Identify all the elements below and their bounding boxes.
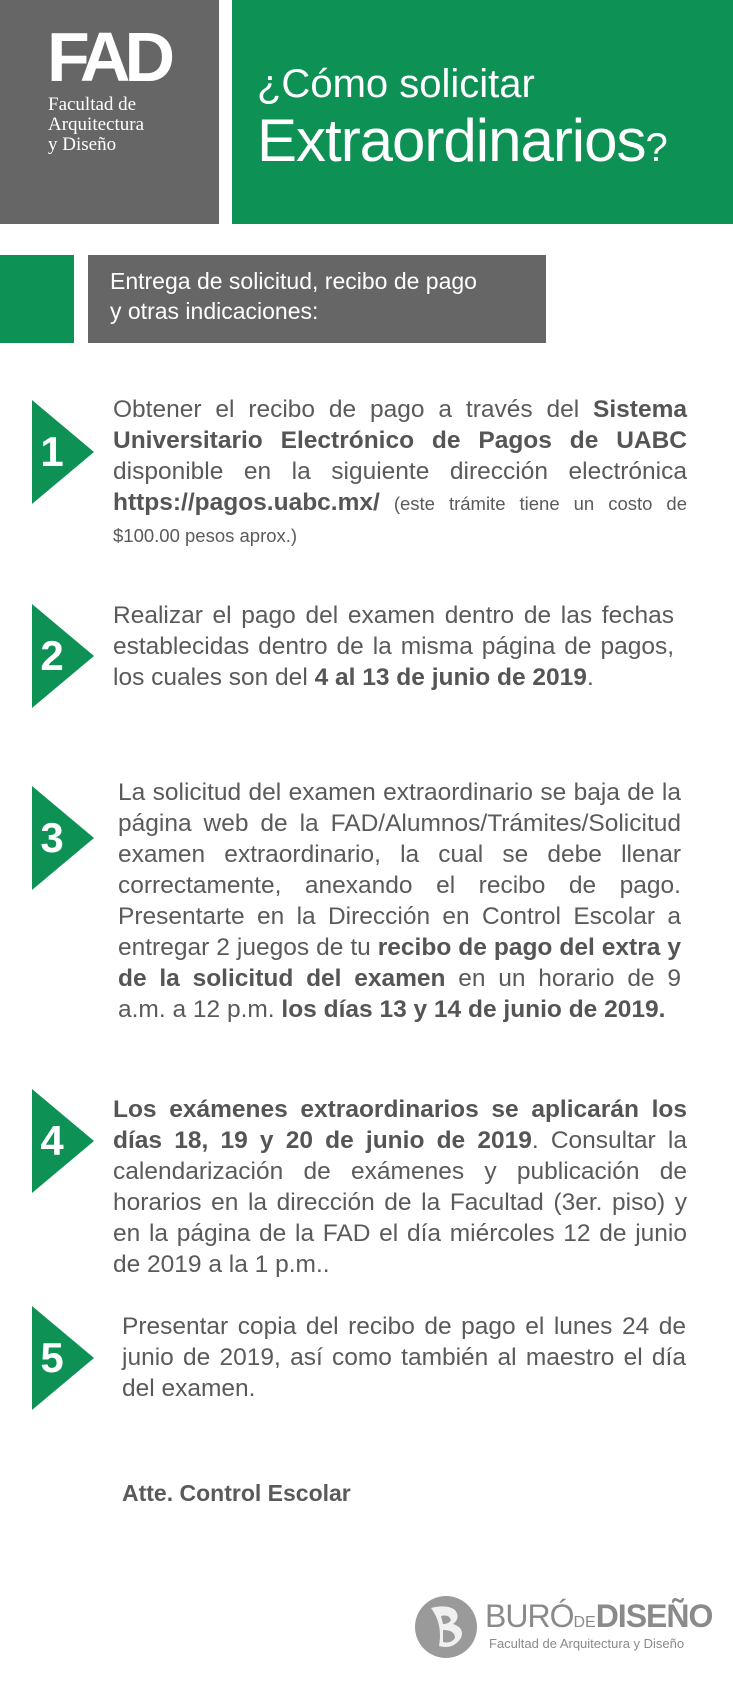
buro-diseno-word: DISEÑO (595, 1598, 713, 1634)
page-title-line2 (257, 106, 667, 175)
step-number: 4 (40, 1117, 64, 1164)
step-number: 1 (40, 428, 64, 475)
buro-title (485, 1598, 712, 1635)
step-text-part: La solicitud del examen extraordinario se baja de la página web de la FAD/Alumnos/Trámites/Solicitud examen extraordinario, la cual se debe llenar correctamente, anexando el recibo de pago. Presentarte en la Dirección en Control Escolar a entregar 2 juegos de tu (118, 779, 681, 961)
subheader-line: Entrega de solicitud, recibo de pago (110, 268, 477, 294)
page-title-main: Extraordinarios (257, 107, 646, 174)
buro-subtitle: Facultad de Arquitectura y Diseño (489, 1636, 685, 1651)
signature: Atte. Control Escolar (122, 1480, 351, 1506)
step-text (118, 777, 681, 1025)
payment-url: https://pagos.uabc.mx/ (113, 489, 380, 516)
step-text-part: Realizar el pago del examen dentro de las fechas establecidas dentro de la misma página de pagos, los cuales son del (113, 602, 674, 691)
logo-sub-line: Facultad de (48, 94, 137, 115)
buro-word: BURÓ (485, 1598, 574, 1634)
logo-sub-line: y Diseño (48, 134, 117, 155)
subheader-line: y otras indicaciones: (110, 298, 319, 324)
step-text (113, 394, 687, 551)
step-text-bold: los días 13 y 14 de junio de 2019. (281, 996, 666, 1023)
step-text-part: disponible en la siguiente dirección electrónica (113, 458, 687, 485)
step-number: 2 (40, 632, 64, 679)
step-text (113, 600, 674, 693)
subheader (88, 255, 546, 343)
buro-de-word: DE (573, 1614, 596, 1631)
step-text-part: . Consultar la calendarización de exámenes y publicación de horarios en la dirección de la Facultad (3er. piso) y en la página de la FAD el día miércoles 12 de junio de 2019 a la 1 p.m.. (113, 1127, 687, 1278)
step-text-part: Presentar copia del recibo de pago el lunes 24 de junio de 2019, así como también al maestro el día del examen. (122, 1313, 686, 1402)
page-title-line1: ¿Cómo solicitar (257, 62, 535, 106)
page-title-question-mark: ? (645, 126, 667, 170)
subheader-accent-block (0, 255, 74, 343)
step-text-bold: Sistema Universitario Electrónico de Pagos de UABC (113, 396, 687, 454)
header-title-panel (232, 0, 733, 224)
buro-de-diseno-logo (413, 1590, 713, 1665)
buro-logo-icon (413, 1594, 479, 1660)
header-logo-panel (0, 0, 219, 224)
step-text (122, 1311, 686, 1404)
step-text-part: . (586, 664, 594, 691)
step-text-part: en un horario de 9 a.m. a 12 p.m. (118, 965, 681, 1023)
fad-logo: FAD (47, 18, 169, 96)
step-text-note: (este trámite tiene un costo de $100.00 pesos aprox.) (113, 493, 687, 546)
step-text-part: Obtener el recibo de pago a través del (113, 396, 594, 423)
step-number: 3 (40, 814, 64, 861)
fad-logo-subtitle (48, 95, 208, 155)
step-text-bold: Los exámenes extraordinarios se aplicarán los días 18, 19 y 20 de junio de 2019 (113, 1096, 687, 1154)
step-number: 5 (40, 1334, 64, 1381)
logo-sub-line: Arquitectura (48, 114, 145, 135)
step-text-bold: recibo de pago del extra y de la solicitud del examen (118, 934, 681, 992)
step-text (113, 1094, 687, 1280)
step-text-bold: 4 al 13 de junio de 2019 (314, 664, 587, 691)
